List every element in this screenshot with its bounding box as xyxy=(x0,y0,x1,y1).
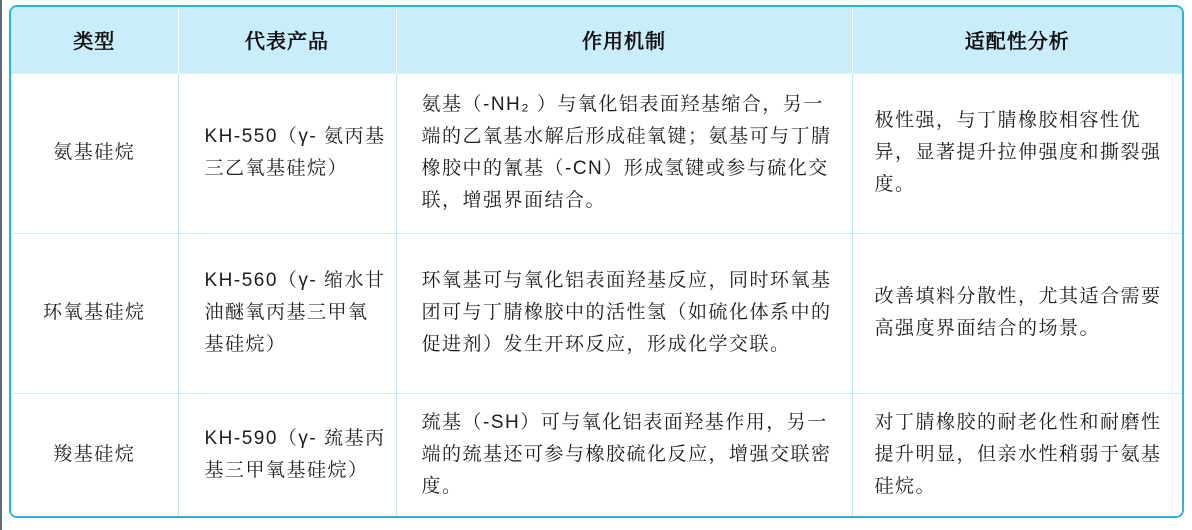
cell-type: 羧基硅烷 xyxy=(11,393,178,517)
table-row-epoxy-silane xyxy=(11,233,1182,393)
cell-product: KH-590（γ- 巯基丙基三甲氧基硅烷） xyxy=(178,393,396,517)
cell-type: 环氧基硅烷 xyxy=(11,233,178,393)
cell-type: 氨基硅烷 xyxy=(11,73,178,233)
cell-analysis: 对丁腈橡胶的耐老化性和耐磨性提升明显，但亲水性稍弱于氨基硅烷。 xyxy=(852,393,1182,517)
table-header xyxy=(11,7,1182,73)
window-left-edge xyxy=(0,0,2,530)
table-row-amino-silane xyxy=(11,73,1182,233)
header-row xyxy=(11,7,1182,73)
table-row-mercapto-silane xyxy=(11,393,1182,517)
table-body xyxy=(11,73,1182,517)
column-header-mechanism: 作用机制 xyxy=(396,7,852,73)
silane-comparison-table xyxy=(11,7,1182,517)
cell-product: KH-550（γ- 氨丙基三乙氧基硅烷） xyxy=(178,73,396,233)
cell-mechanism: 巯基（-SH）可与氧化铝表面羟基作用，另一端的巯基还可参与橡胶硫化反应，增强交联密度。 xyxy=(396,393,852,517)
cell-analysis: 极性强，与丁腈橡胶相容性优异，显著提升拉伸强度和撕裂强度。 xyxy=(852,73,1182,233)
column-header-product: 代表产品 xyxy=(178,7,396,73)
column-header-type: 类型 xyxy=(11,7,178,73)
cell-mechanism: 氨基（-NH₂ ）与氧化铝表面羟基缩合，另一端的乙氧基水解后形成硅氧键；氨基可与丁腈橡胶中的氰基（-CN）形成氢键或参与硫化交联，增强界面结合。 xyxy=(396,73,852,233)
column-header-analysis: 适配性分析 xyxy=(852,7,1182,73)
cell-product: KH-560（γ- 缩水甘油醚氧丙基三甲氧基硅烷） xyxy=(178,233,396,393)
silane-comparison-table-container xyxy=(9,5,1184,518)
cell-mechanism: 环氧基可与氧化铝表面羟基反应，同时环氧基团可与丁腈橡胶中的活性氢（如硫化体系中的促进剂）发生开环反应，形成化学交联。 xyxy=(396,233,852,393)
cell-analysis: 改善填料分散性，尤其适合需要高强度界面结合的场景。 xyxy=(852,233,1182,393)
